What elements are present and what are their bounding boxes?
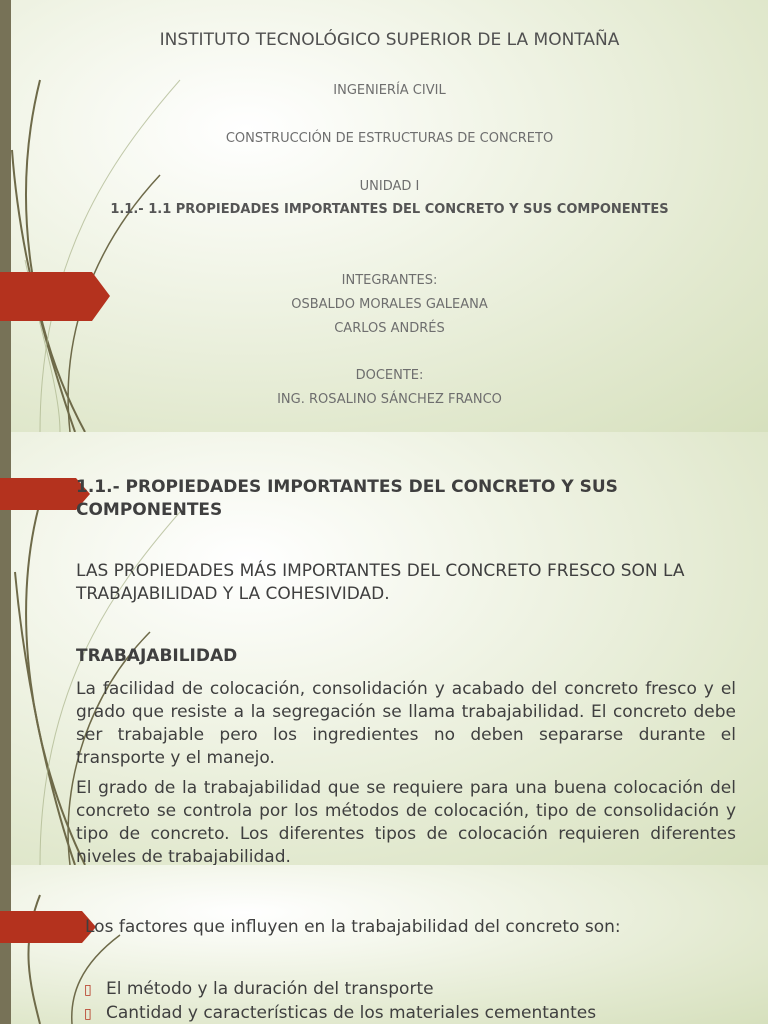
intro-text: LAS PROPIEDADES MÁS IMPORTANTES DEL CONCRETO FRESCO SON LA TRABAJABILIDAD Y LA COHESIVIDAD. <box>76 561 685 604</box>
members-label: INTEGRANTES: <box>341 273 438 288</box>
list-item-text: Cantidad y características de los materiales cementantes <box>106 1003 597 1023</box>
slide-title: 1.1.- PROPIEDADES IMPORTANTES DEL CONCRETO Y SUS COMPONENTES <box>76 477 618 520</box>
factors-intro: Los factores que influyen en la trabajabilidad del concreto son: <box>85 917 621 937</box>
institute-name: INSTITUTO TECNOLÓGICO SUPERIOR DE LA MONTAÑA <box>159 30 620 50</box>
unit: UNIDAD I <box>359 179 420 194</box>
list-item <box>84 1001 596 1024</box>
teacher-label: DOCENTE: <box>355 368 424 383</box>
list-item-text: El método y la duración del transporte <box>106 979 434 999</box>
square-bullet-icon: ▯ <box>84 1006 92 1022</box>
title-slide <box>0 0 768 432</box>
career: INGENIERÍA CIVIL <box>333 83 446 98</box>
topic: 1.1.- 1.1 PROPIEDADES IMPORTANTES DEL CONCRETO Y SUS COMPONENTES <box>110 202 669 217</box>
teacher-name: ING. ROSALINO SÁNCHEZ FRANCO <box>277 392 502 407</box>
left-accent-bar <box>0 0 11 432</box>
member-name: OSBALDO MORALES GALEANA <box>291 297 488 312</box>
list-item <box>84 977 596 1001</box>
content-slide <box>0 432 768 865</box>
member-name: CARLOS ANDRÉS <box>334 321 445 336</box>
paragraph: El grado de la trabajabilidad que se requiere para una buena colocación del concreto se controla por los métodos de colocación, tipo de consolidación y tipo de concreto. Los diferentes tipos de colocación requieren diferentes niveles de trabajabilidad. <box>76 778 736 865</box>
left-accent-bar <box>0 865 11 1024</box>
factors-slide <box>0 865 768 1024</box>
section-heading: TRABAJABILIDAD <box>76 646 238 666</box>
subject: CONSTRUCCIÓN DE ESTRUCTURAS DE CONCRETO <box>225 131 554 146</box>
title-accent-tab <box>0 911 96 943</box>
square-bullet-icon: ▯ <box>84 982 92 998</box>
paragraph: La facilidad de colocación, consolidación y acabado del concreto fresco y el grado que resiste a la segregación se llama trabajabilidad. El concreto debe ser trabajable pero los ingredientes no deben separarse durante el transporte y el manejo. <box>76 679 736 768</box>
factors-list <box>84 977 596 1024</box>
